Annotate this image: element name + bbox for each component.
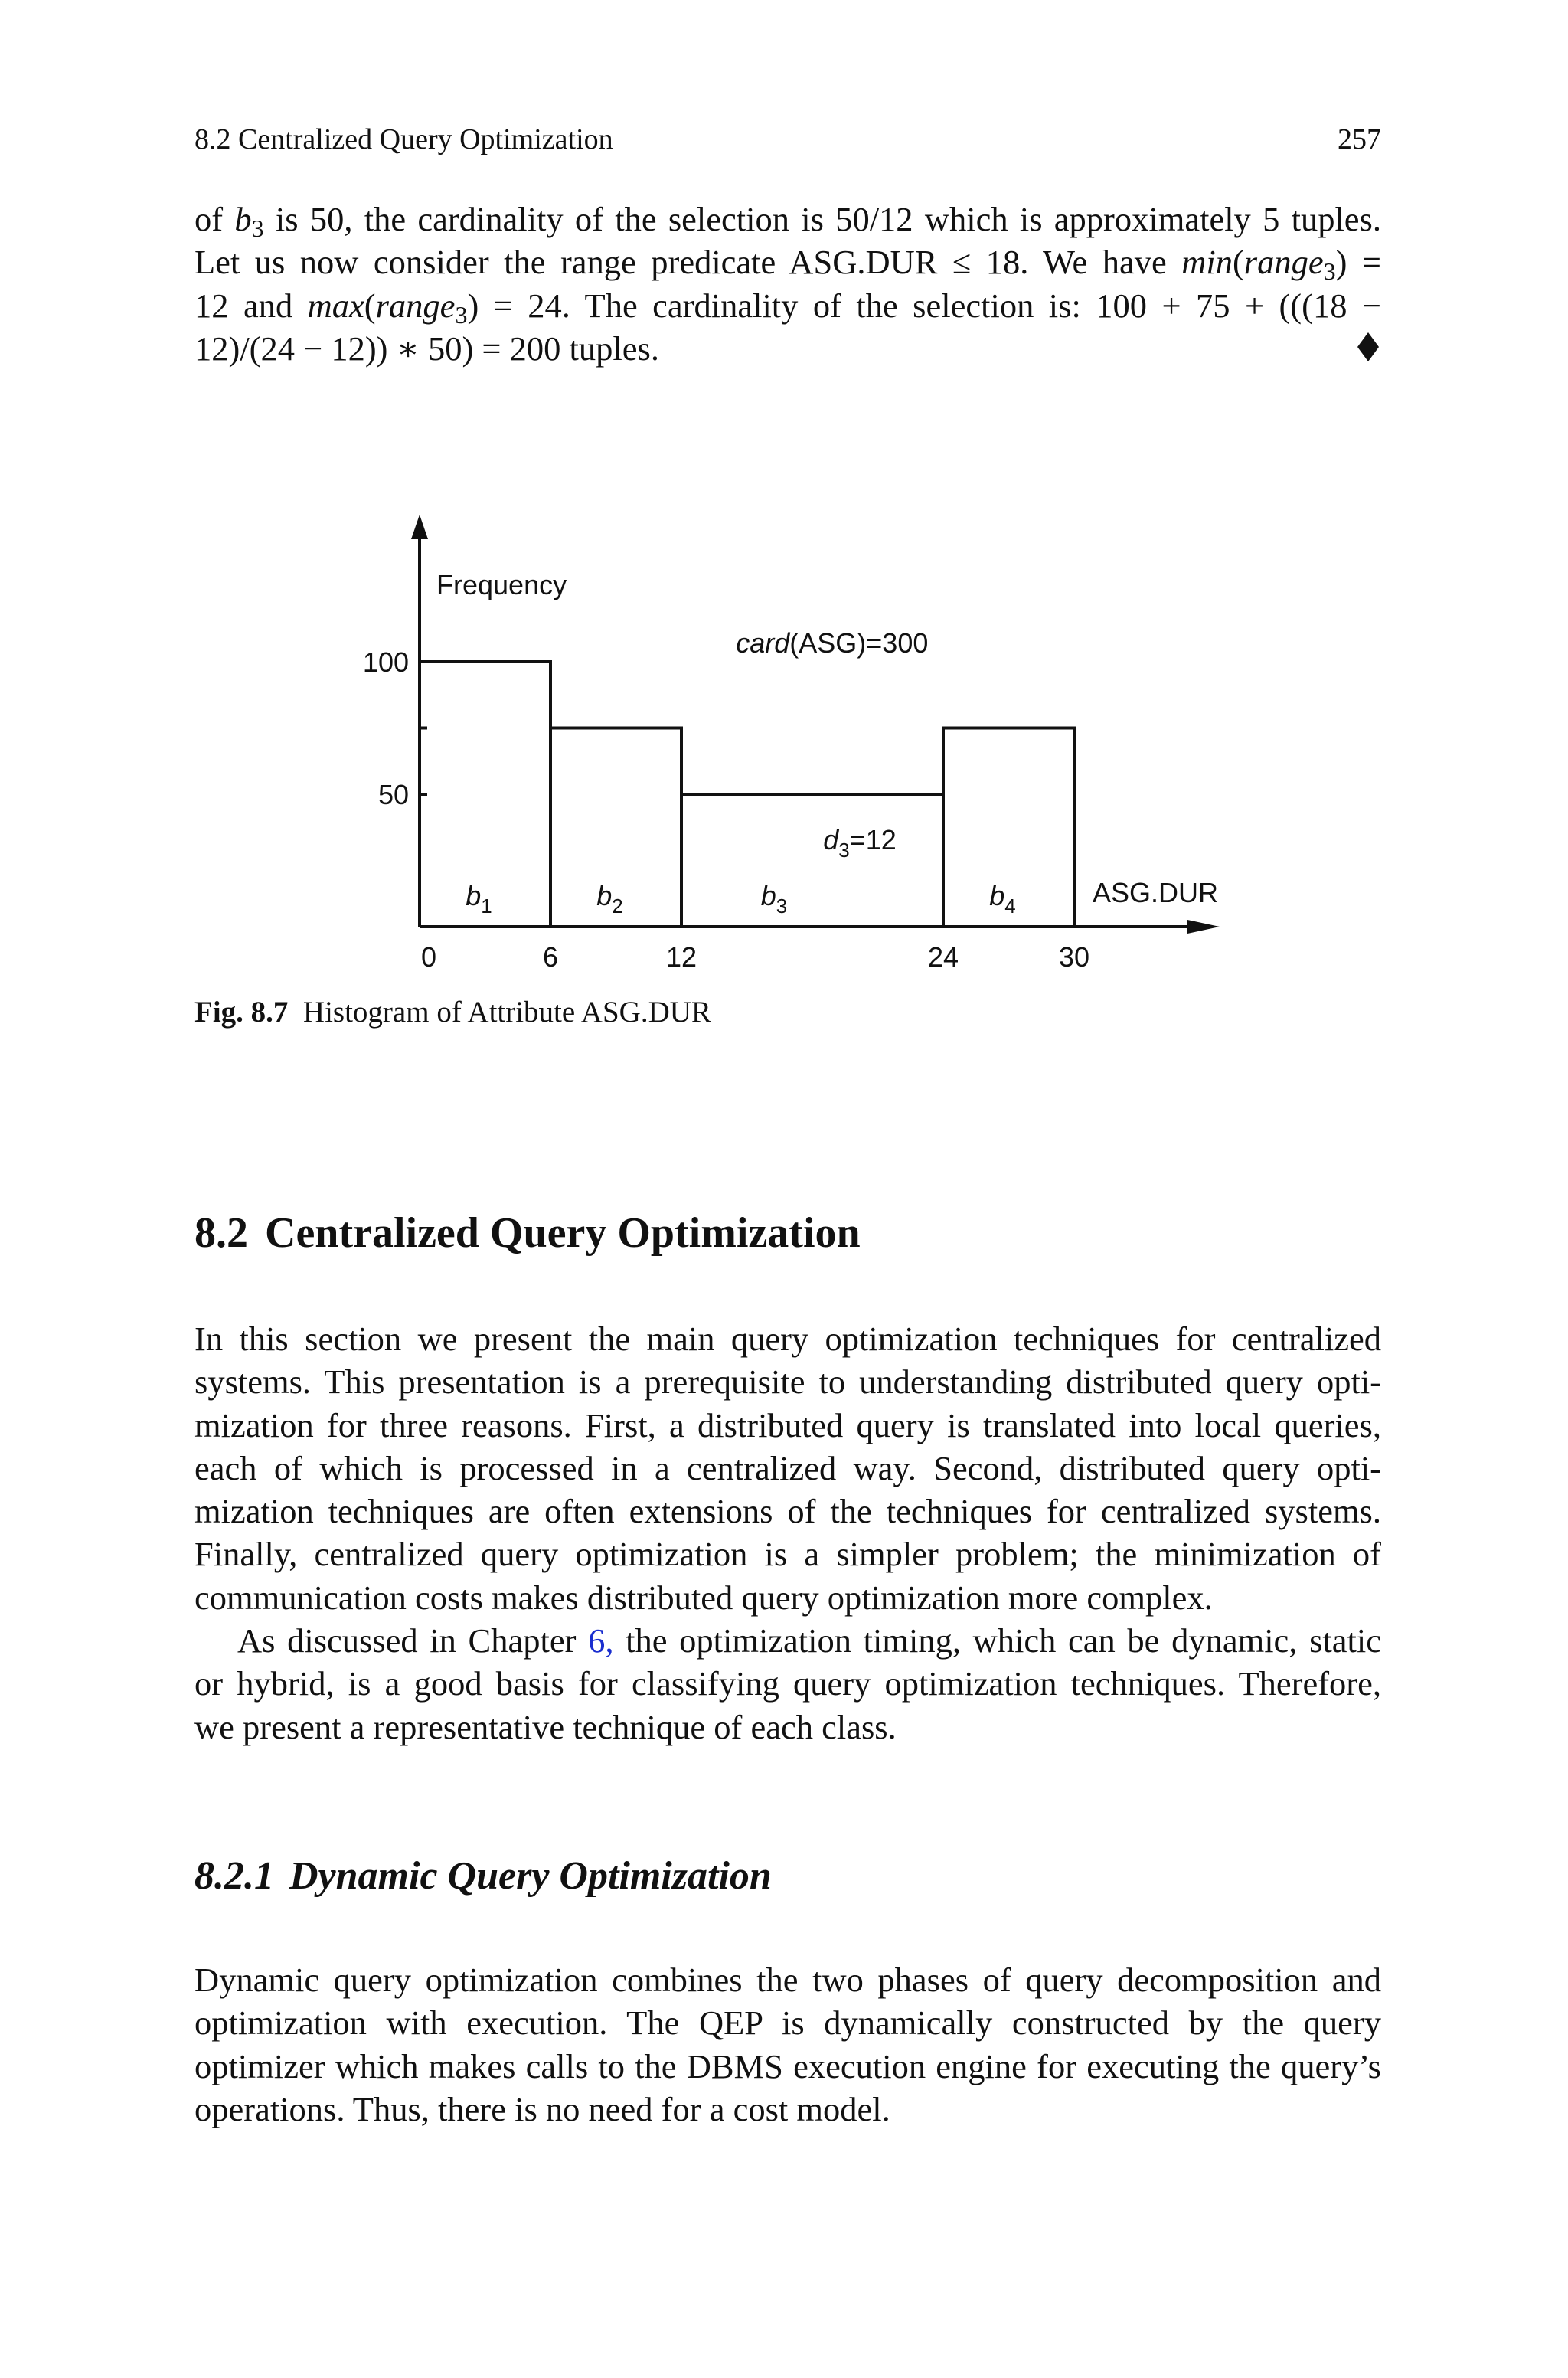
section-p2-line: or hybrid, is a good basis for classifying query optimization techniques. Therefore, — [194, 1664, 1381, 1703]
subsection-line: Dynamic query optimization combines the two phases of query decomposition and — [194, 1961, 1381, 1999]
x-tick-label: 0 — [420, 941, 437, 973]
figure-caption — [194, 994, 711, 1031]
histogram-chart — [337, 513, 1256, 988]
bin-label-b1: $b_1$ — [466, 880, 492, 918]
section-p1-line: systems. This presentation is a prerequisite to understanding distributed query opti- — [194, 1362, 1381, 1402]
chapter-6-link[interactable]: 6, — [588, 1621, 614, 1660]
subsection-number: 8.2.1 — [194, 1854, 274, 1898]
histogram-bin-b1 — [420, 662, 550, 927]
running-head — [194, 123, 1381, 165]
section-p1-line: In this section we present the main query optimization techniques for centralized — [194, 1320, 1381, 1358]
subsection-heading — [194, 1852, 772, 1901]
section-p1-line: mization for three reasons. First, a distributed query is translated into local queries, — [194, 1405, 1381, 1444]
intro-line-4: 12)/(24 − 12)) ∗ 50) = 200 tuples. — [194, 329, 659, 368]
section-p1-line: mization techniques are often extensions of the techniques for centralized systems. — [194, 1492, 1381, 1531]
section-p2-prefix: As discussed in Chapter — [237, 1621, 589, 1660]
y-axis-arrow-icon — [411, 515, 428, 539]
x-tick-label: 12 — [665, 941, 697, 973]
section-heading — [194, 1206, 861, 1260]
bin-label-b4: $b_4$ — [989, 880, 1016, 918]
section-body — [194, 1317, 1381, 1748]
figure-caption-label: Fig. 8.7 — [194, 996, 289, 1029]
end-of-example-mark — [1355, 331, 1381, 363]
x-tick-label: 30 — [1058, 941, 1090, 973]
histogram-figure — [337, 513, 1256, 988]
x-axis-label: ASG.DUR — [1093, 877, 1219, 908]
section-p2-suffix: the optimization timing, which can be dynamic, static — [613, 1621, 1381, 1660]
intro-paragraph — [194, 198, 1381, 370]
histogram-bin-b3 — [681, 794, 943, 927]
section-p1-line: Finally, centralized query optimization is a simpler problem; the minimization of — [194, 1535, 1381, 1574]
subsection-body — [194, 1958, 1381, 2131]
section-p1-line: each of which is processed in a centralized way. Second, distributed query opti- — [194, 1448, 1381, 1487]
section-number: 8.2 — [194, 1209, 248, 1257]
bin-label-b3: $b_3$ — [760, 880, 788, 918]
x-tick-label: 24 — [927, 941, 959, 973]
running-head-title: 8.2 Centralized Query Optimization — [194, 123, 613, 155]
intro-line-2: Let us now consider the range predicate ASG.DUR ≤ 18. We have min(range$_3$) = — [194, 243, 1381, 286]
section-p2-line — [194, 1619, 1381, 1662]
x-axis-arrow-icon — [1187, 920, 1220, 934]
cardinality-annotation: card(ASG)=300 — [736, 627, 929, 659]
figure-caption-text: Histogram of Attribute ASG.DUR — [302, 996, 711, 1029]
subsection-line: optimization with execution. The QEP is dynamically constructed by the query — [194, 2003, 1381, 2043]
diamond-icon — [1355, 331, 1381, 363]
section-p1-line: communication costs makes distributed query optimization more complex. — [194, 1578, 1213, 1617]
subsection-title: Dynamic Query Optimization — [289, 1854, 772, 1898]
y-tick-label: 50 — [377, 779, 409, 810]
subsection-line: optimizer which makes calls to the DBMS execution engine for executing the query’s — [194, 2046, 1381, 2085]
intro-line-3: 12 and max(range$_3$) = 24. The cardinality of the selection is: 100 + 75 + (((18 − — [194, 286, 1381, 329]
x-tick-label: 6 — [542, 941, 559, 973]
page-number: 257 — [1338, 123, 1381, 155]
bucket-width-annotation: $d_3=12$ — [823, 824, 897, 862]
y-axis-label: Frequency — [436, 569, 567, 600]
section-title: Centralized Query Optimization — [265, 1209, 861, 1257]
section-p2-line: we present a representative technique of each class. — [194, 1707, 897, 1746]
intro-line-1: of $b_3$ is 50, the cardinality of the selection is 50/12 which is approximately 5 tuples. — [194, 200, 1382, 242]
bin-label-b2: $b_2$ — [596, 880, 623, 918]
subsection-line: operations. Thus, there is no need for a cost model. — [194, 2089, 890, 2128]
y-tick-label: 100 — [362, 646, 409, 678]
